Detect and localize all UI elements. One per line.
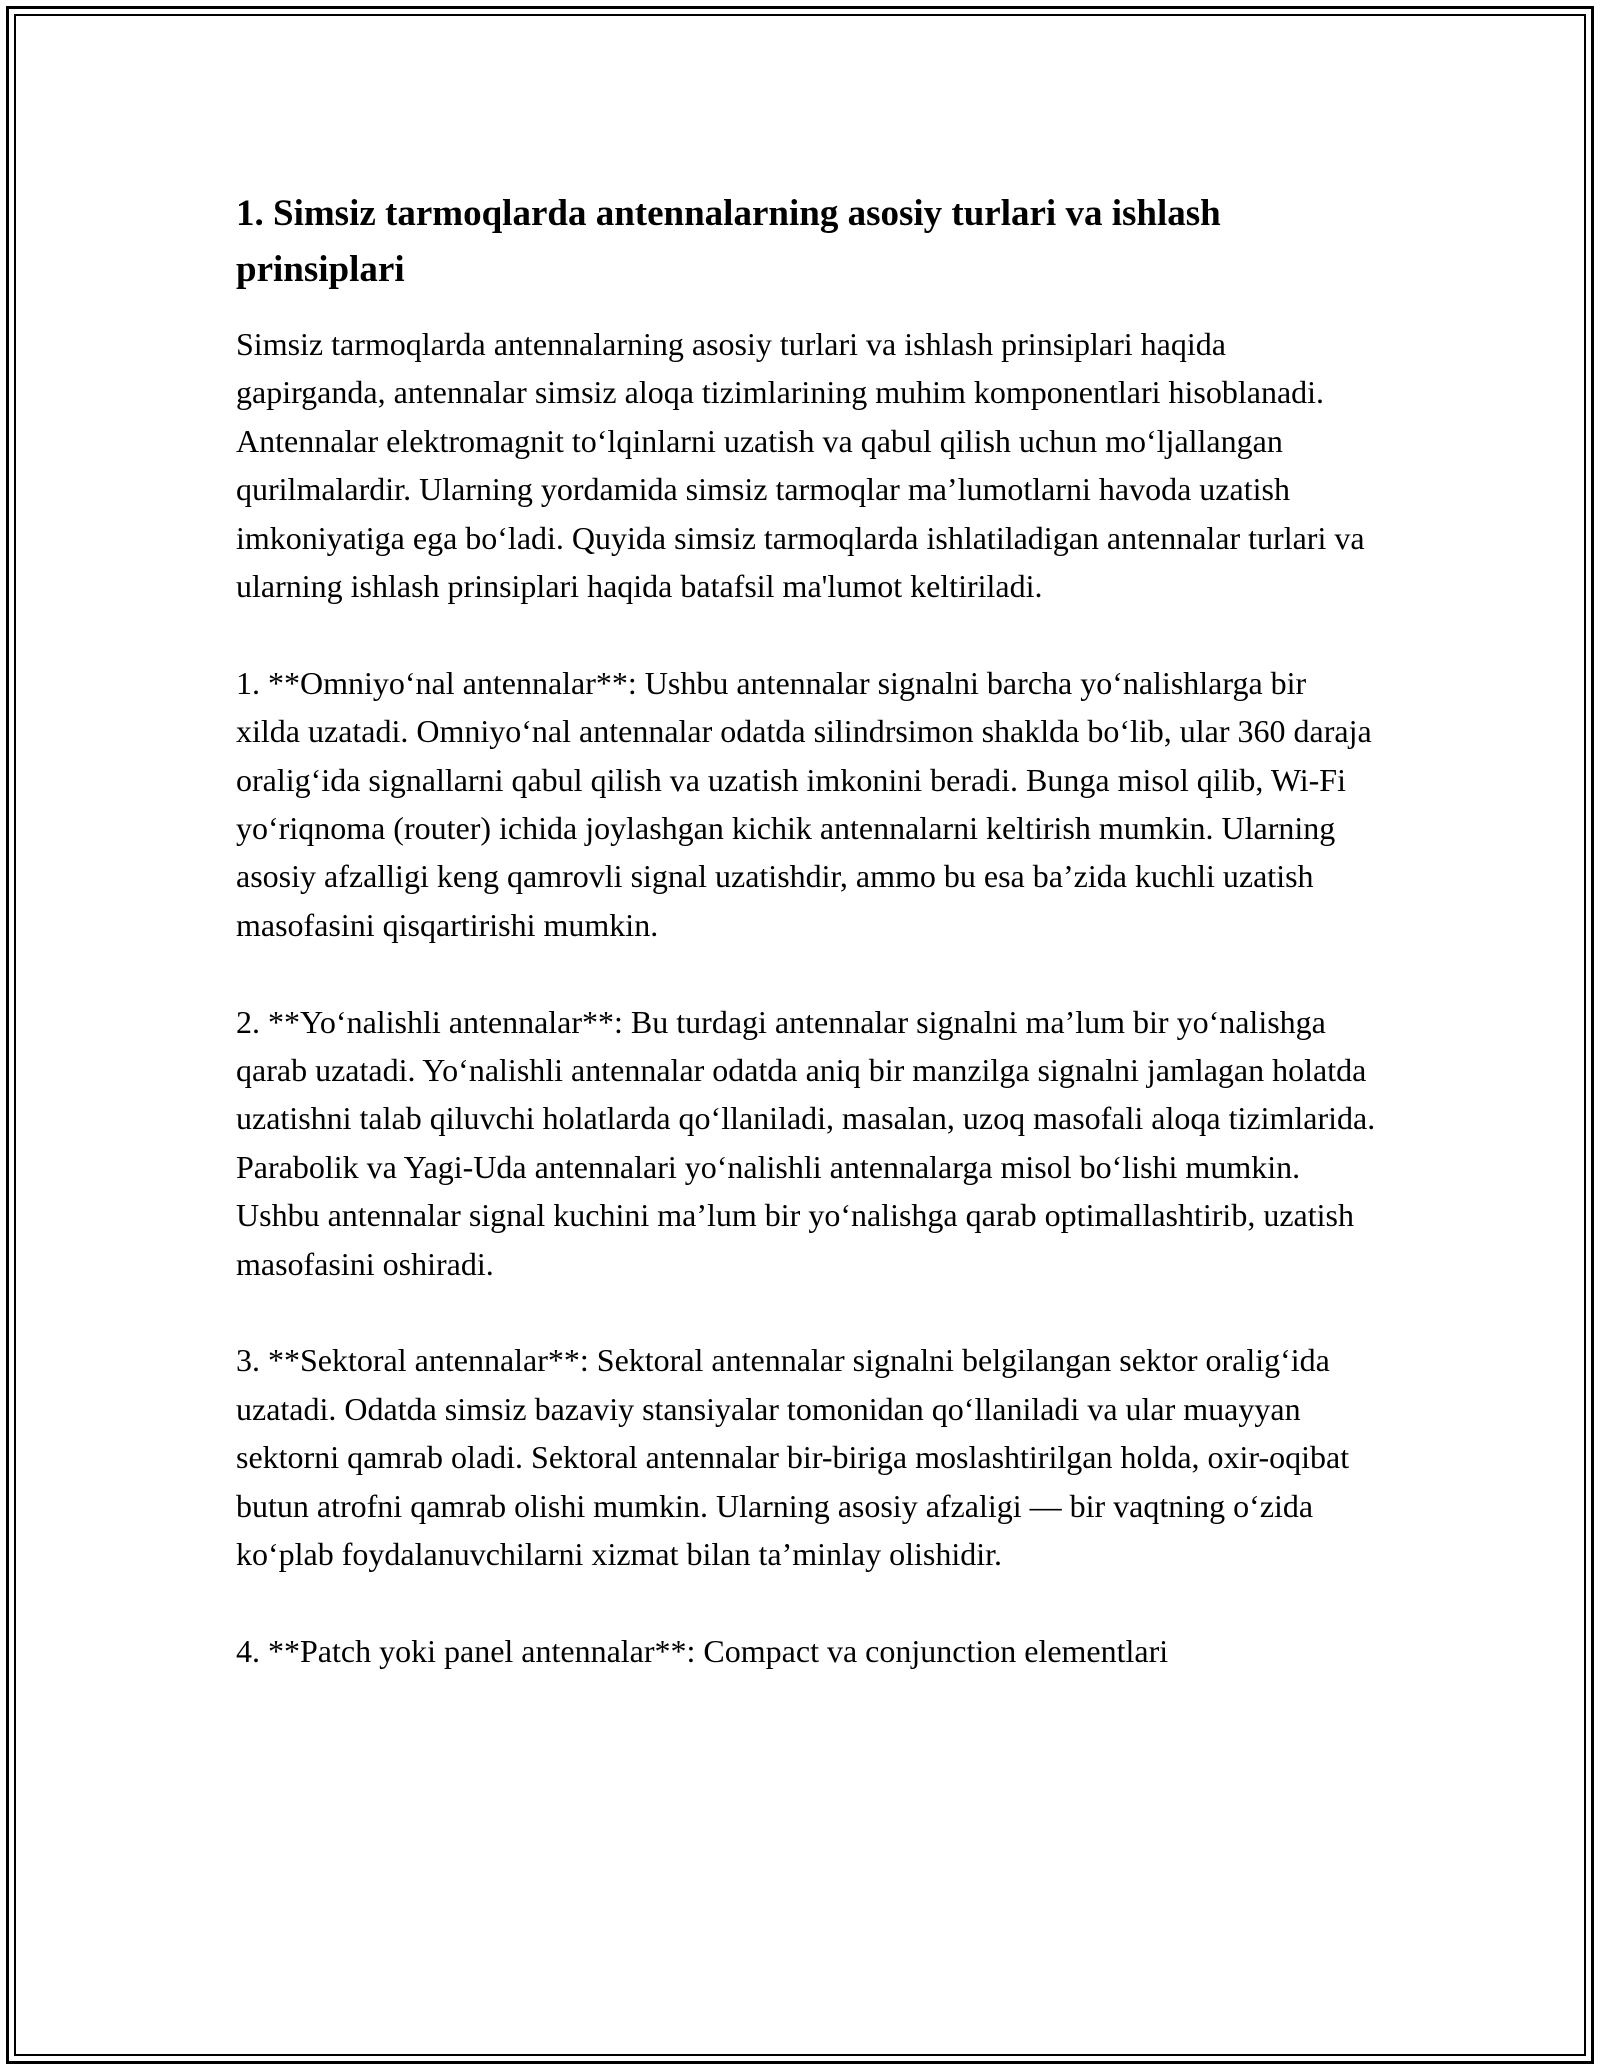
- section-heading: 1. Simsiz tarmoqlarda antennalarning asosiy turlari va ishlash prinsiplari: [236, 193, 1221, 290]
- list-item-sectoral: 3. **Sektoral antennalar**: Sektoral antennalar signalni belgilangan sektor oralig‘ida uzatadi. Odatda simsiz bazaviy stansiyalar tomonidan qo‘llaniladi va ular muayyan sektorni qamrab oladi. Sektoral antennalar bir-biriga moslashtirilgan holda, oxir-oqibat butun atrofni qamrab olishi mumkin. Ularning asosiy afzaligi — bir vaqtning o‘zida ko‘plab foydalanuvchilarni xizmat bilan ta’minlay olishidir.: [236, 1342, 1350, 1573]
- intro-paragraph: Simsiz tarmoqlarda antennalarning asosiy turlari va ishlash prinsiplari haqida gapirganda, antennalar simsiz aloqa tizimlarining muhim komponentlari hisoblanadi. Antennalar elektromagnit to‘lqinlarni uzatish va qabul qilish uchun mo‘ljallangan qurilmalardir. Ularning yordamida simsiz tarmoqlar ma’lumotlarni havoda uzatish imkoniyatiga ega bo‘ladi. Quyida simsiz tarmoqlarda ishlatiladigan antennalar turlari va ularning ishlash prinsiplari haqida batafsil ma'lumot keltiriladi.: [236, 326, 1365, 605]
- document-body: [236, 186, 1376, 1675]
- list-item-directional: 2. **Yo‘nalishli antennalar**: Bu turdagi antennalar signalni ma’lum bir yo‘nalishga qarab uzatadi. Yo‘nalishli antennalar odatda aniq bir manzilga signalni jamlagan holatda uzatishni talab qiluvchi holatlarda qo‘llaniladi, masalan, uzoq masofali aloqa tizimlarida. Parabolik va Yagi-Uda antennalari yo‘nalishli antennalarga misol bo‘lishi mumkin. Ushbu antennalar signal kuchini ma’lum bir yo‘nalishga qarab optimallashtirib, uzatish masofasini oshiradi.: [236, 1003, 1376, 1282]
- list-item-patch-panel: 4. **Patch yoki panel antennalar**: Compact va conjunction elementlari: [236, 1632, 1169, 1669]
- list-item-omnidirectional: 1. **Omniyo‘nal antennalar**: Ushbu antennalar signalni barcha yo‘nalishlarga bir xilda uzatadi. Omniyo‘nal antennalar odatda silindrsimon shaklda bo‘lib, ular 360 daraja oralig‘ida signallarni qabul qilish va uzatish imkonini beradi. Bunga misol qilib, Wi-Fi yo‘riqnoma (router) ichida joylashgan kichik antennalarni keltirish mumkin. Ularning asosiy afzalligi keng qamrovli signal uzatishdir, ammo bu esa ba’zida kuchli uzatish masofasini qisqartirishi mumkin.: [236, 664, 1372, 943]
